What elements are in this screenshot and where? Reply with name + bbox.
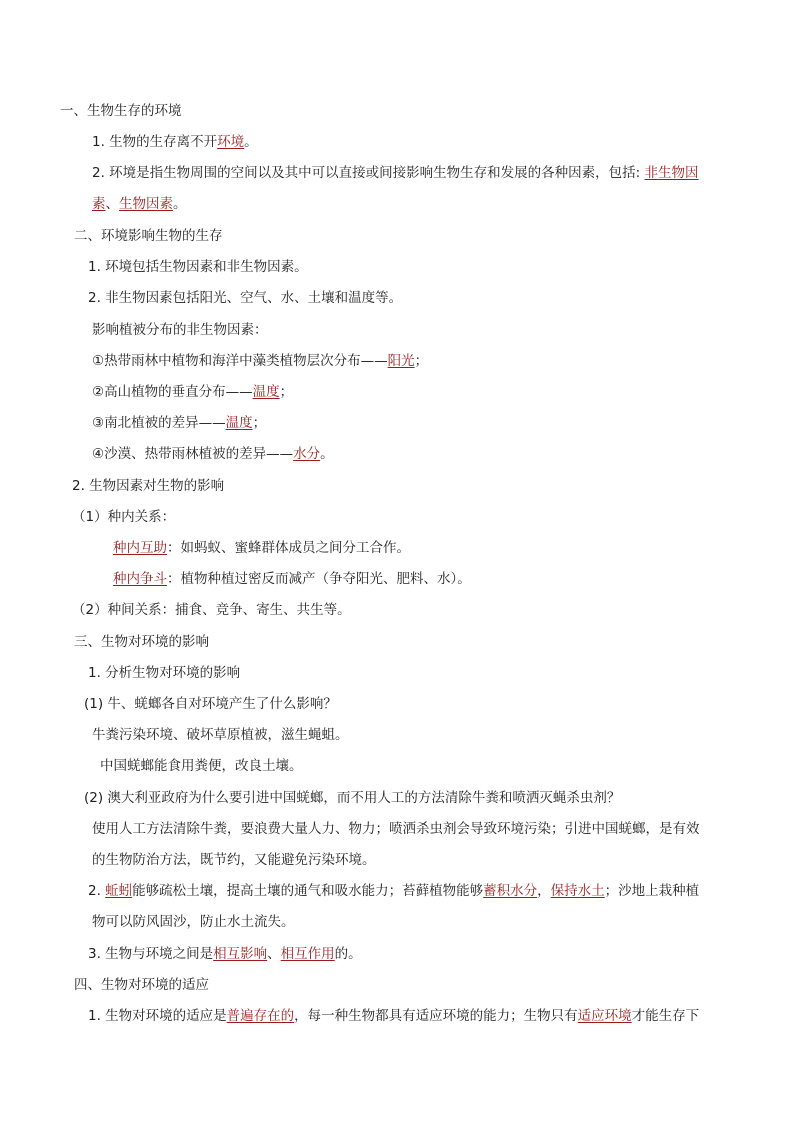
s1-paragraph-2 bbox=[92, 163, 699, 183]
s4-p1-text: 1. 生物对环境的适应是 bbox=[88, 1008, 227, 1024]
section-1-title: 一、生物生存的环境 bbox=[60, 103, 182, 119]
s3-answer-1: 牛粪污染环境、破坏草原植被，滋生蝇蛆。 bbox=[92, 727, 349, 743]
s2-a1-keyword: 种内互助 bbox=[113, 540, 167, 556]
s2-item-2 bbox=[92, 382, 293, 402]
s2-paragraph-4: 2. 生物因素对生物的影响 bbox=[72, 478, 225, 494]
s3-p2-keyword-2: 蓄积水分 bbox=[483, 883, 538, 899]
s2-a2-keyword: 种内争斗 bbox=[113, 571, 167, 587]
section-2-title: 二、环境影响生物的生存 bbox=[74, 228, 223, 244]
s2-paragraph-1: 1. 环境包括生物因素和非生物因素。 bbox=[88, 259, 308, 275]
s2-intra-1 bbox=[113, 538, 410, 558]
s2-i1-end: ； bbox=[414, 353, 429, 369]
s2-i3-text: ③南北植被的差异—— bbox=[92, 415, 226, 431]
s1-paragraph-1 bbox=[92, 132, 258, 152]
s3-question-1: (1) 牛、蜣螂各自对环境产生了什么影响？ bbox=[84, 696, 337, 712]
s2-i2-end: ； bbox=[279, 384, 294, 400]
s1-p1-end: 。 bbox=[244, 134, 258, 150]
s1-p2-keyword-2: 生物因素 bbox=[119, 196, 173, 212]
s2-i1-keyword: 阳光 bbox=[387, 353, 415, 369]
s2-i2-text: ②高山植物的垂直分布—— bbox=[92, 384, 253, 400]
s3-question-2: (2) 澳大利亚政府为什么要引进中国蜣螂，而不用人工的方法清除牛粪和喷洒灭蝇杀虫剂？ bbox=[84, 790, 621, 806]
s2-intra-2 bbox=[113, 569, 471, 589]
s1-p2-keyword-1a: 非生物因 bbox=[644, 165, 699, 181]
section-3-title: 三、生物对环境的影响 bbox=[74, 634, 209, 650]
s2-paragraph-5: （1）种内关系： bbox=[72, 509, 176, 525]
s4-p1-text-2: ，每一种生物都具有适应环境的能力；生物只有 bbox=[294, 1008, 578, 1024]
s3-p2-num: 2. bbox=[88, 883, 106, 899]
s3-p3-end: 的。 bbox=[334, 946, 362, 962]
s4-p1-end: 才能生存下 bbox=[631, 1008, 700, 1024]
s4-p1-keyword-1: 普遍存在的 bbox=[226, 1008, 295, 1024]
s2-a1-text: ：如蚂蚁、蜜蜂群体成员之间分工合作。 bbox=[167, 540, 410, 556]
s3-answer-3: 使用人工方法清除牛粪，要浪费大量人力、物力；喷洒杀虫剂会导致环境污染；引进中国蜣螂，是有效 bbox=[92, 821, 700, 837]
s2-paragraph-3: 影响植被分布的非生物因素： bbox=[92, 322, 268, 338]
s2-i2-keyword: 温度 bbox=[252, 384, 280, 400]
s2-i4-keyword: 水分 bbox=[293, 446, 321, 462]
s1-p2-text: 2. 环境是指生物周围的空间以及其中可以直接或间接影响生物生存和发展的各种因素，包括: bbox=[92, 165, 645, 181]
s3-answer-4: 的生物防治方法，既节约，又能避免污染环境。 bbox=[92, 852, 376, 868]
s2-i1-text: ①热带雨林中植物和海洋中藻类植物层次分布—— bbox=[92, 353, 388, 369]
s3-p3-text: 3. 生物与环境之间是 bbox=[88, 946, 214, 962]
s2-item-1 bbox=[92, 351, 428, 371]
s2-i4-text: ④沙漠、热带雨林植被的差异—— bbox=[92, 446, 294, 462]
s3-p2-keyword-1: 蚯蚓 bbox=[105, 883, 133, 899]
s3-p2-keyword-3: 保持水土 bbox=[550, 883, 605, 899]
s1-p1-keyword: 环境 bbox=[217, 134, 245, 150]
s3-paragraph-3 bbox=[88, 944, 362, 964]
s1-p1-text: 1. 生物的生存离不开 bbox=[92, 134, 218, 150]
s2-i3-end: ； bbox=[252, 415, 267, 431]
s3-answer-2: 中国蜣螂能食用粪便，改良土壤。 bbox=[100, 758, 303, 774]
s1-p2-keyword-1b: 素 bbox=[92, 196, 106, 212]
s2-i3-keyword: 温度 bbox=[225, 415, 253, 431]
s1-paragraph-2-cont bbox=[92, 194, 187, 214]
section-4-title: 四、生物对环境的适应 bbox=[74, 977, 209, 993]
s1-p2-sep: 、 bbox=[105, 196, 119, 212]
s2-i4-end: 。 bbox=[320, 446, 334, 462]
s3-p2-text-2: ；沙地上栽种植 bbox=[604, 883, 700, 899]
s2-paragraph-2: 2. 非生物因素包括阳光、空气、水、土壤和温度等。 bbox=[88, 290, 403, 306]
s2-item-4 bbox=[92, 444, 334, 464]
s2-item-3 bbox=[92, 413, 266, 433]
s3-paragraph-1: 1. 分析生物对环境的影响 bbox=[88, 665, 241, 681]
s3-p3-keyword-1: 相互影响 bbox=[213, 946, 268, 962]
s4-paragraph-1 bbox=[88, 1006, 699, 1026]
s2-paragraph-6: （2）种间关系：捕食、竞争、寄生、共生等。 bbox=[72, 602, 351, 618]
s3-p2-sep: ， bbox=[537, 883, 551, 899]
s2-a2-text: ：植物种植过密反而减产（争夺阳光、肥料、水）。 bbox=[167, 571, 471, 587]
s3-p3-keyword-2: 相互作用 bbox=[280, 946, 335, 962]
s4-p1-keyword-2: 适应环境 bbox=[577, 1008, 632, 1024]
s1-p2-end: 。 bbox=[173, 196, 187, 212]
s3-p3-sep: 、 bbox=[267, 946, 281, 962]
s3-paragraph-2-cont: 物可以防风固沙，防止水土流失。 bbox=[92, 914, 295, 930]
s3-paragraph-2 bbox=[88, 881, 699, 901]
s3-p2-text-1: 能够疏松土壤，提高土壤的通气和吸水能力；苔藓植物能够 bbox=[132, 883, 484, 899]
